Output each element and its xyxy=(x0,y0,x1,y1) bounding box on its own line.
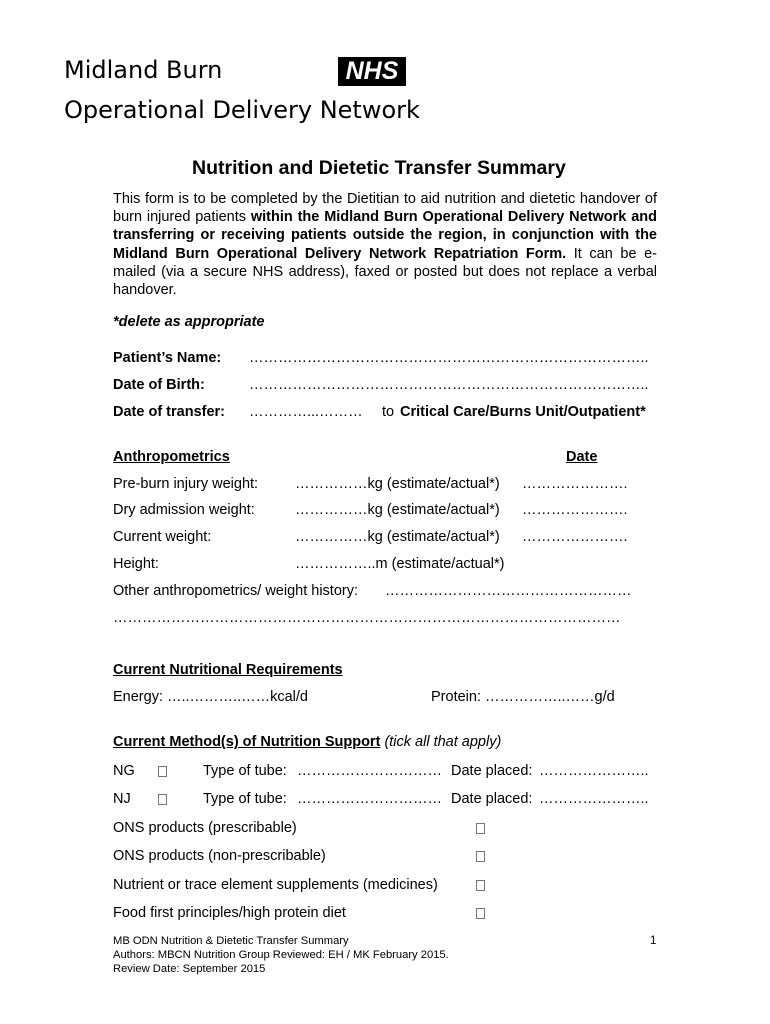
ng-date-field[interactable]: ………………….. xyxy=(539,763,649,779)
ng-type-label: Type of tube: xyxy=(203,763,287,779)
support-heading: Current Method(s) of Nutrition Support xyxy=(113,734,381,750)
dry-admission-weight-field[interactable]: ……………kg (estimate/actual*) xyxy=(295,502,500,518)
footer-line1: MB ODN Nutrition & Dietetic Transfer Summary xyxy=(113,935,349,947)
nj-checkbox[interactable] xyxy=(158,794,167,805)
intro-paragraph xyxy=(113,190,657,299)
energy-field[interactable]: Energy: …..………..……kcal/d xyxy=(113,689,308,705)
patient-name-label: Patient’s Name: xyxy=(113,350,222,366)
delete-note: *delete as appropriate xyxy=(113,314,265,330)
preburn-weight-field[interactable]: ……………kg (estimate/actual*) xyxy=(295,476,500,492)
org-name-line1: Midland Burn xyxy=(64,56,223,84)
ng-label: NG xyxy=(113,763,135,779)
ng-checkbox[interactable] xyxy=(158,766,167,777)
footer-line2: Authors: MBCN Nutrition Group Reviewed: EH / MK February 2015. xyxy=(113,949,449,961)
intro-text-part2: It can be e-mailed (via a secure NHS address), faxed or posted but does not replace a verbal handover. xyxy=(113,245,657,299)
height-label: Height: xyxy=(113,556,159,572)
intro-text-bold: within the Midland Burn Operational Delivery Network and transferring or receiving patients outside the region, in conjunction with the Midland Burn Operational Delivery Network Repatriation Form. xyxy=(113,209,657,262)
ons-nonprescribable-checkbox[interactable] xyxy=(476,851,485,862)
ons-prescribable-label: ONS products (prescribable) xyxy=(113,820,297,836)
supplements-label: Nutrient or trace element supplements (medicines) xyxy=(113,877,438,893)
preburn-weight-label: Pre-burn injury weight: xyxy=(113,476,259,492)
nj-type-label: Type of tube: xyxy=(203,791,287,807)
support-heading-row xyxy=(113,734,501,750)
org-name-line2: Operational Delivery Network xyxy=(64,96,420,124)
protein-field[interactable]: Protein: ……………..……g/d xyxy=(431,689,615,705)
transfer-date-label: Date of transfer: xyxy=(113,404,225,420)
date-heading: Date xyxy=(566,449,598,465)
dob-label: Date of Birth: xyxy=(113,377,205,393)
other-anthropometrics-line2[interactable]: …………………………………………………………………………………………… xyxy=(113,610,621,626)
footer-line3: Review Date: September 2015 xyxy=(113,963,266,975)
requirements-heading: Current Nutritional Requirements xyxy=(113,662,343,678)
food-first-label: Food first principles/high protein diet xyxy=(113,905,346,921)
height-field[interactable]: ……………..m (estimate/actual*) xyxy=(295,556,505,572)
ng-type-field[interactable]: ………………………… xyxy=(297,763,442,779)
other-anthropometrics-label: Other anthropometrics/ weight history: xyxy=(113,583,358,599)
patient-name-field[interactable]: ……………………………………………………………………….. xyxy=(249,350,649,366)
current-weight-date[interactable]: …………………. xyxy=(522,529,628,545)
dry-admission-weight-label: Dry admission weight: xyxy=(113,502,255,518)
ons-nonprescribable-label: ONS products (non-prescribable) xyxy=(113,848,326,864)
nj-date-label: Date placed: xyxy=(451,791,533,807)
dob-field[interactable]: ……………………………………………………………………….. xyxy=(249,377,649,393)
food-first-checkbox[interactable] xyxy=(476,908,485,919)
supplements-checkbox[interactable] xyxy=(476,880,485,891)
page-number: 1 xyxy=(650,935,657,947)
anthropometrics-heading: Anthropometrics xyxy=(113,449,230,465)
nj-date-field[interactable]: ………………….. xyxy=(539,791,649,807)
nj-label: NJ xyxy=(113,791,131,807)
preburn-weight-date[interactable]: …………………. xyxy=(522,476,628,492)
transfer-destination: Critical Care/Burns Unit/Outpatient* xyxy=(400,404,646,420)
ng-date-label: Date placed: xyxy=(451,763,533,779)
nj-type-field[interactable]: ………………………… xyxy=(297,791,442,807)
dry-admission-weight-date[interactable]: …………………. xyxy=(522,502,628,518)
transfer-to-word: to xyxy=(382,404,395,420)
current-weight-field[interactable]: ……………kg (estimate/actual*) xyxy=(295,529,500,545)
transfer-date-field[interactable]: …………...……… xyxy=(249,404,363,420)
current-weight-label: Current weight: xyxy=(113,529,212,545)
support-heading-note: (tick all that apply) xyxy=(384,734,502,750)
other-anthropometrics-field[interactable]: …………………………………………… xyxy=(385,583,632,599)
intro-text-part1: This form is to be completed by the Dietitian to aid nutrition and dietetic handover of burn injured patients xyxy=(113,191,657,226)
page-title: Nutrition and Dietetic Transfer Summary xyxy=(192,157,566,179)
nhs-logo: NHS xyxy=(338,57,406,86)
ons-prescribable-checkbox[interactable] xyxy=(476,823,485,834)
